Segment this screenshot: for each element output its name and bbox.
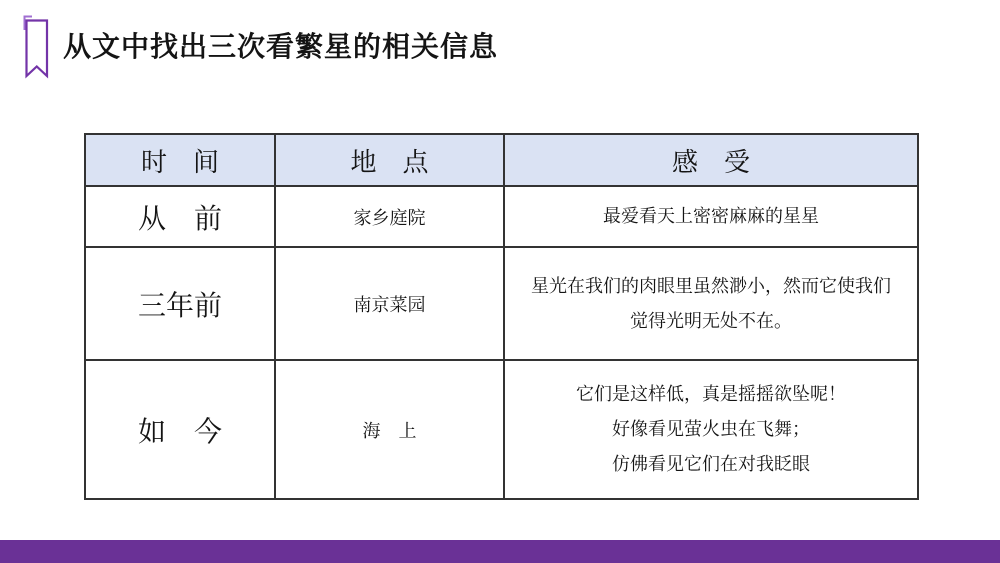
table-header-row (85, 134, 918, 186)
table-row-before (85, 186, 918, 247)
bottom-accent-bar (0, 540, 1000, 563)
col-header-time: 时 间 (85, 134, 275, 186)
feeling-line: 仿佛看见它们在对我眨眼 (612, 454, 810, 474)
slide-title: 从文中找出三次看繁星的相关信息 (63, 31, 499, 62)
feeling-line: 觉得光明无处不在。 (630, 310, 792, 331)
cell-feeling (504, 360, 918, 499)
slide-header (0, 0, 1000, 90)
feeling-line: 最爱看天上密密麻麻的星星 (603, 206, 819, 226)
cell-place: 海 上 (275, 360, 504, 499)
cell-time: 从 前 (85, 186, 275, 247)
col-header-feeling: 感 受 (504, 134, 918, 186)
bookmark-icon (22, 12, 52, 80)
table-row-now (85, 360, 918, 499)
feeling-line: 星光在我们的肉眼里虽然渺小，然而它使我们 (531, 275, 891, 296)
cell-time: 如 今 (85, 360, 275, 499)
cell-place: 南京菜园 (275, 247, 504, 360)
feeling-line: 好像看见萤火虫在飞舞； (612, 419, 810, 439)
cell-feeling (504, 186, 918, 247)
feeling-line: 它们是这样低，真是摇摇欲坠呢！ (576, 384, 846, 404)
stars-info-table (84, 133, 919, 500)
table-row-three-years-ago (85, 247, 918, 360)
cell-time: 三年前 (85, 247, 275, 360)
cell-feeling (504, 247, 918, 360)
cell-place: 家乡庭院 (275, 186, 504, 247)
col-header-place: 地 点 (275, 134, 504, 186)
